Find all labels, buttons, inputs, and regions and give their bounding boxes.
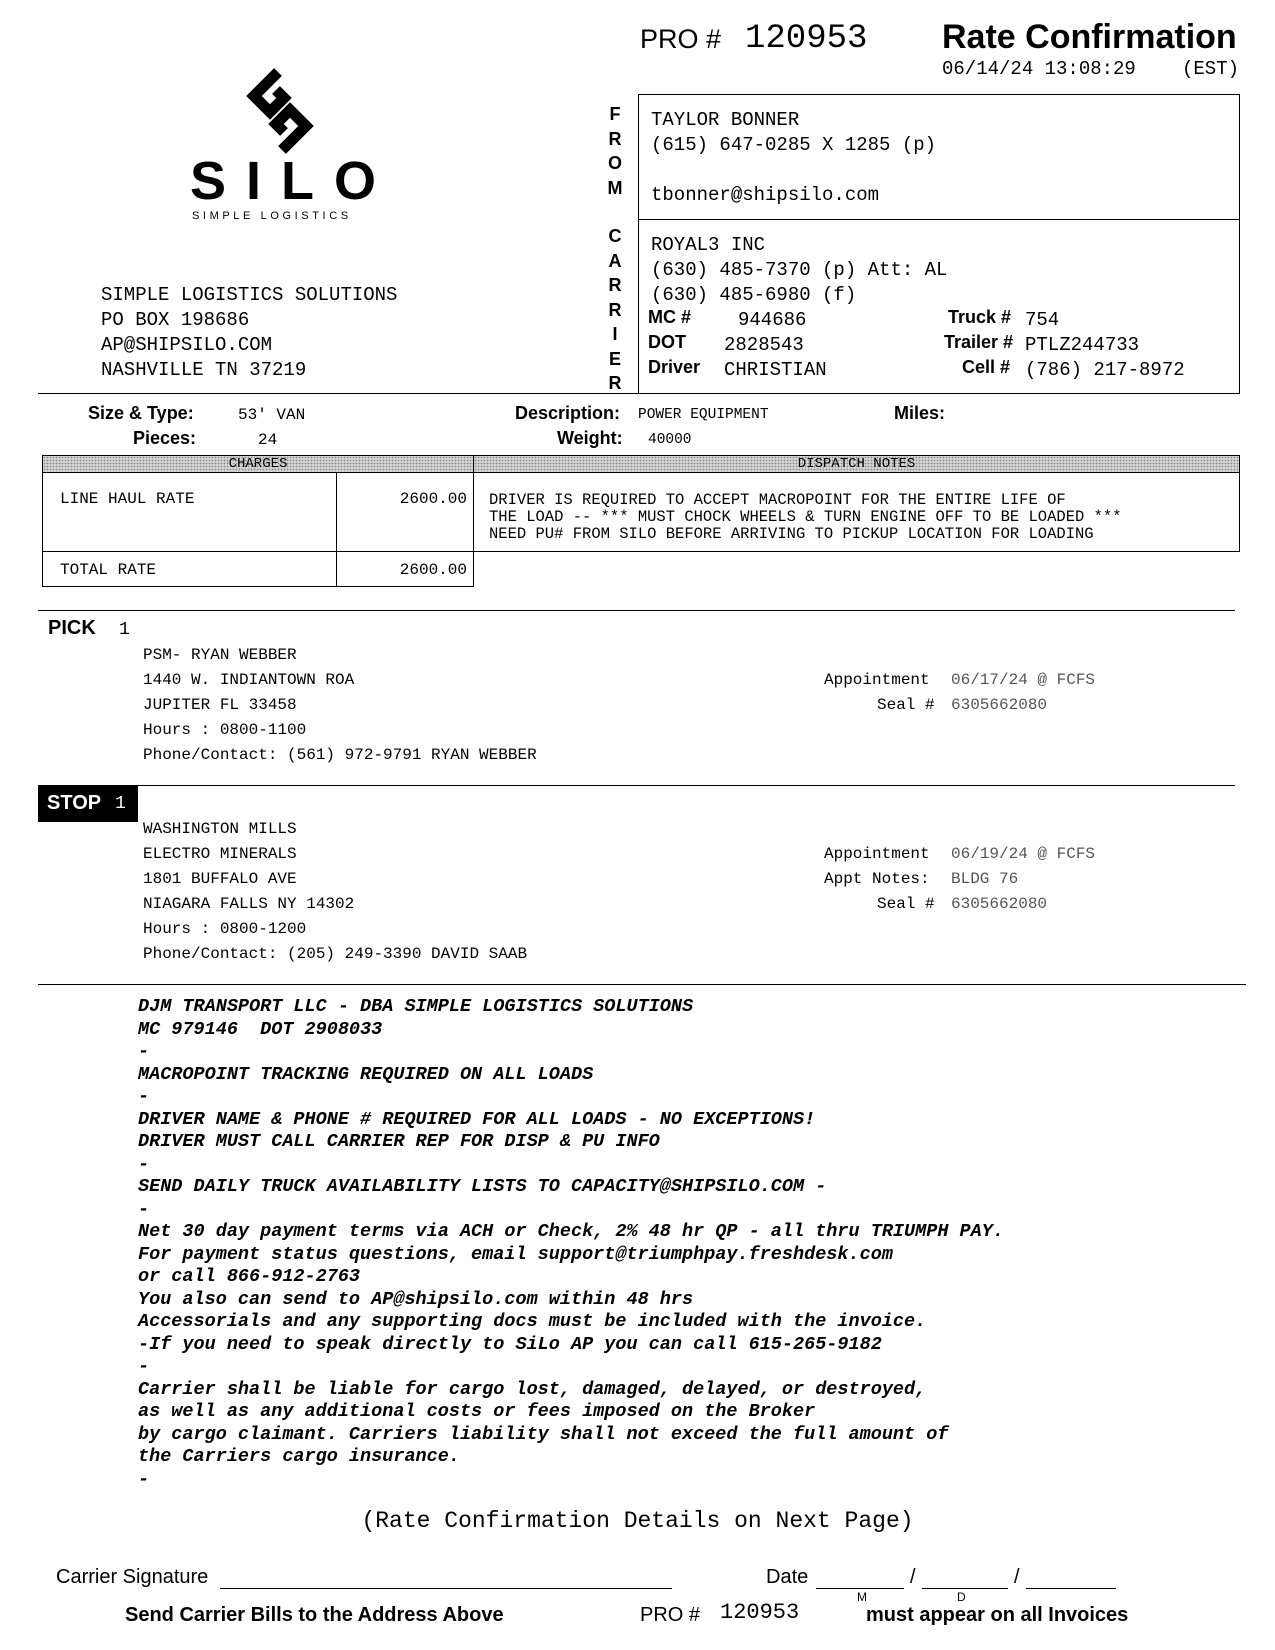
date-month-caption: M	[857, 1590, 867, 1604]
terms-line: Accessorials and any supporting docs must be included with the invoice.	[138, 1311, 927, 1332]
driver-label: Driver	[648, 357, 701, 377]
line-haul-label: LINE HAUL RATE	[60, 490, 195, 508]
print-timezone: (EST)	[1182, 58, 1240, 80]
pick-label: PICK	[48, 617, 96, 639]
pick-number: 1	[119, 620, 130, 640]
stop-line: ELECTRO MINERALS	[143, 845, 297, 863]
terms-line: DRIVER NAME & PHONE # REQUIRED FOR ALL LOADS - NO EXCEPTIONS!	[138, 1108, 816, 1130]
date-slash: /	[910, 1566, 916, 1588]
dispatch-notes-header: DISPATCH NOTES	[473, 455, 1240, 473]
pick-seal-label: Seal #	[877, 696, 935, 714]
pick-appointment-label: Appointment	[824, 671, 930, 689]
stop-line: WASHINGTON MILLS	[143, 820, 297, 838]
stop-appointment-value: 06/19/24 @ FCFS	[951, 845, 1096, 863]
terms-line: by cargo claimant. Carriers liability shall not exceed the full amount of	[138, 1423, 949, 1445]
print-datetime: 06/14/24 13:08:29	[942, 58, 1136, 80]
terms-line: -	[138, 1198, 150, 1220]
terms-block	[138, 996, 1004, 1491]
terms-line: -	[138, 1356, 150, 1377]
silo-logo	[180, 66, 397, 226]
pro-number: 120953	[745, 20, 868, 58]
total-rate-amount: 2600.00	[399, 561, 467, 579]
total-rate-label: TOTAL RATE	[60, 561, 157, 579]
stop-appt-notes-label: Appt Notes:	[824, 870, 930, 888]
company-city: NASHVILLE TN 37219	[101, 359, 307, 381]
logo-wordmark: SILO	[190, 151, 397, 211]
terms-line: -If you need to speak directly to SiLo AP you can call 615-265-9182	[138, 1333, 882, 1355]
date-day-caption: D	[957, 1590, 966, 1604]
pieces-label: Pieces:	[133, 428, 197, 448]
dot-label: DOT	[648, 332, 686, 352]
trailer-number: PTLZ244733	[1025, 334, 1140, 356]
stop-appointment-label: Appointment	[824, 845, 930, 863]
company-address: PO BOX 198686	[101, 309, 250, 331]
size-type-value: 53' VAN	[238, 406, 306, 424]
stop-line: Phone/Contact: (205) 249-3390 DAVID SAAB	[143, 945, 528, 963]
terms-line: For payment status questions, email support@triumphpay.freshdesk.com	[138, 1243, 893, 1265]
pick-line: PSM- RYAN WEBBER	[143, 646, 297, 664]
silo-logo-icon	[180, 66, 380, 156]
footer-pro-number: 120953	[720, 1600, 800, 1625]
from-phone: (615) 647-0285 X 1285 (p)	[651, 134, 937, 156]
driver-name: CHRISTIAN	[724, 359, 827, 381]
logo-tagline: SIMPLE LOGISTICS	[192, 210, 352, 222]
terms-line: -	[138, 1086, 150, 1107]
pick-line: Hours : 0800-1100	[143, 721, 307, 739]
pieces-value: 24	[258, 431, 278, 449]
truck-label: Truck #	[948, 307, 1012, 327]
pro-label: PRO #	[640, 24, 722, 54]
carrier-signature-label: Carrier Signature	[56, 1566, 209, 1588]
terms-line: Net 30 day payment terms via ACH or Check, 2% 48 hr QP - all thru TRIUMPH PAY.	[138, 1221, 1004, 1242]
terms-line: DJM TRANSPORT LLC - DBA SIMPLE LOGISTICS SOLUTIONS	[138, 996, 694, 1017]
terms-line: -	[138, 1153, 150, 1175]
date-slash: /	[1014, 1566, 1020, 1588]
stop-line: Hours : 0800-1200	[143, 920, 307, 938]
stop-line: NIAGARA FALLS NY 14302	[143, 895, 355, 913]
carrier-phone: (630) 485-7370 (p) Att: AL	[651, 259, 948, 281]
terms-line: MACROPOINT TRACKING REQUIRED ON ALL LOADS	[138, 1063, 594, 1085]
terms-line: -	[138, 1041, 150, 1062]
size-type-label: Size & Type:	[88, 403, 194, 423]
cell-label: Cell #	[962, 357, 1011, 377]
trailer-label: Trailer #	[944, 332, 1014, 352]
carrier-side-label: C A R R I E R	[608, 226, 622, 393]
pick-appointment-value: 06/17/24 @ FCFS	[951, 671, 1096, 689]
date-label: Date	[766, 1566, 809, 1588]
stop-line: 1801 BUFFALO AVE	[143, 870, 297, 888]
weight-label: Weight:	[557, 428, 623, 448]
charges-header: CHARGES	[42, 455, 474, 473]
charges-line-haul-row	[42, 472, 474, 552]
dispatch-note-line: THE LOAD -- *** MUST CHOCK WHEELS & TURN ENGINE OFF TO BE LOADED ***	[489, 508, 1122, 526]
bills-note: Send Carrier Bills to the Address Above	[125, 1604, 504, 1626]
pick-line: Phone/Contact: (561) 972-9791 RYAN WEBBER	[143, 746, 537, 764]
carrier-signature-line[interactable]	[220, 1588, 672, 1589]
date-day-line[interactable]	[922, 1588, 1008, 1589]
stop-seal-label: Seal #	[877, 895, 935, 913]
terms-line: SEND DAILY TRUCK AVAILABILITY LISTS TO CAPACITY@SHIPSILO.COM -	[138, 1176, 827, 1197]
from-name: TAYLOR BONNER	[651, 109, 800, 131]
date-month-line[interactable]	[816, 1588, 904, 1589]
line-haul-amount: 2600.00	[399, 490, 467, 508]
company-name: SIMPLE LOGISTICS SOLUTIONS	[101, 284, 398, 306]
carrier-name: ROYAL3 INC	[651, 234, 766, 256]
miles-label: Miles:	[894, 403, 946, 423]
carrier-fax: (630) 485-6980 (f)	[651, 284, 857, 306]
next-page-note: (Rate Confirmation Details on Next Page)	[361, 1508, 914, 1534]
terms-line: the Carriers cargo insurance.	[138, 1446, 460, 1467]
dispatch-note-line: DRIVER IS REQUIRED TO ACCEPT MACROPOINT FOR THE ENTIRE LIFE OF	[489, 491, 1066, 509]
terms-line: or call 866-912-2763	[138, 1266, 361, 1287]
cell-number: (786) 217-8972	[1025, 359, 1185, 381]
terms-line: -	[138, 1468, 150, 1490]
must-appear-note: must appear on all Invoices	[866, 1604, 1129, 1626]
from-side-label: F R O M	[607, 104, 623, 198]
terms-line: MC 979146 DOT 2908033	[138, 1018, 383, 1040]
dispatch-note-line: NEED PU# FROM SILO BEFORE ARRIVING TO PICKUP LOCATION FOR LOADING	[489, 525, 1094, 543]
mc-number: 944686	[738, 309, 807, 331]
date-year-line[interactable]	[1026, 1588, 1116, 1589]
description-label: Description:	[515, 403, 621, 423]
stop-number: 1	[115, 794, 126, 814]
stop-label: STOP	[47, 792, 102, 814]
from-email: tbonner@shipsilo.com	[651, 184, 880, 206]
footer-pro-label: PRO #	[640, 1604, 701, 1626]
terms-line: You also can send to AP@shipsilo.com within 48 hrs	[138, 1288, 694, 1310]
pick-seal-value: 6305662080	[951, 696, 1048, 714]
truck-number: 754	[1025, 309, 1060, 331]
stop-seal-value: 6305662080	[951, 895, 1048, 913]
company-email: AP@SHIPSILO.COM	[101, 334, 273, 356]
dot-number: 2828543	[724, 334, 804, 356]
stop-appt-notes-value: BLDG 76	[951, 870, 1019, 888]
pick-line: JUPITER FL 33458	[143, 696, 297, 714]
terms-line: DRIVER MUST CALL CARRIER REP FOR DISP & PU INFO	[138, 1131, 660, 1152]
page-title: Rate Confirmation	[942, 18, 1237, 56]
terms-line: Carrier shall be liable for cargo lost, damaged, delayed, or destroyed,	[138, 1378, 927, 1400]
mc-label: MC #	[648, 307, 692, 327]
description-value: POWER EQUIPMENT	[638, 407, 769, 423]
pick-line: 1440 W. INDIANTOWN ROA	[143, 671, 355, 689]
weight-value: 40000	[648, 432, 692, 448]
terms-line: as well as any additional costs or fees imposed on the Broker	[138, 1401, 816, 1422]
